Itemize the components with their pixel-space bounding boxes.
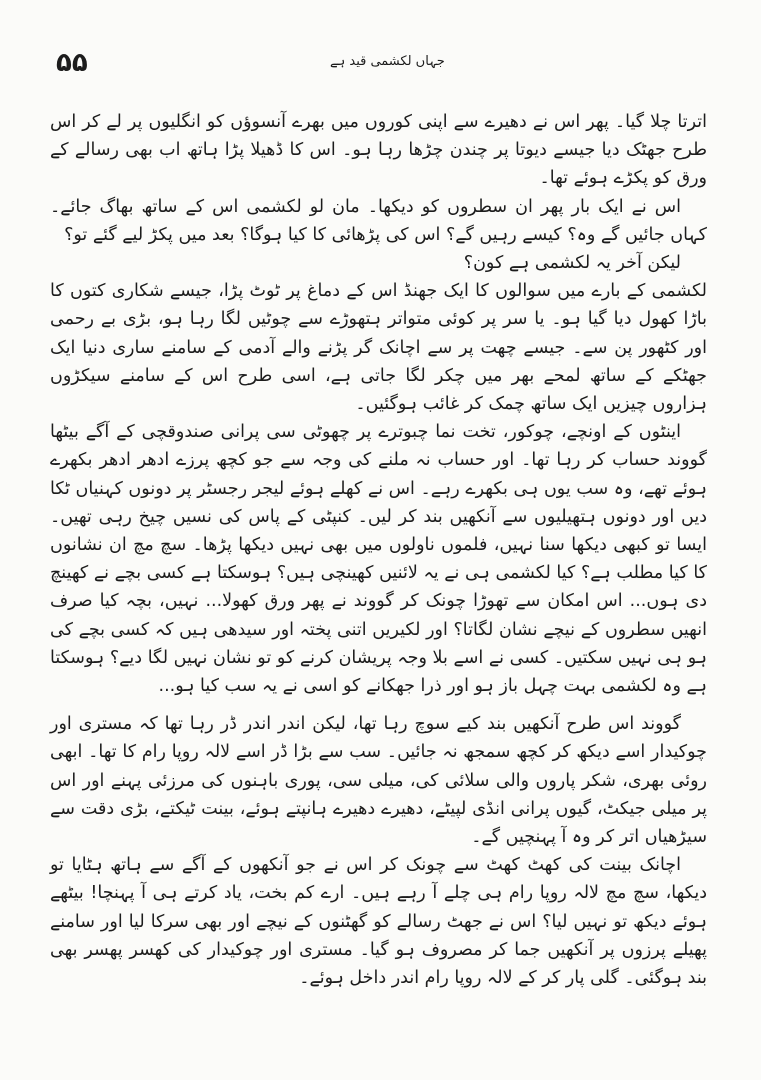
paragraph: اترتا چلا گیا۔ پھر اس نے دھیرے سے اپنی کوروں میں بھرے آنسوؤں کو انگلیوں پر لے کر اس طرح جھٹک دیا جیسے دیوتا پر چندن چڑھا رہا ہو۔ اس کا ڈھیلا پڑا ہاتھ اب بھی رسالے کے ورق کو پکڑے ہوئے تھا۔ [50,112,707,189]
paragraph: گووند اس طرح آنکھیں بند کیے سوچ رہا تھا، لیکن اندر اندر ڈر رہا تھا کہ مستری اور چوکیدار اسے دیکھ کر کچھ سمجھ نہ جائیں۔ سب سے بڑا ڈر اسے لالہ روپا رام کا تھا۔ ابھی روئی بھری، شکر پاروں والی سلائی کی، میلی سی، پوری باہنوں کی مرزئی پہنے اور اس پر میلی جیکٹ، گیوں پرانی انڈی لپیٹے، دھیرے دھیرے ہانپتے ہوئے، بینت ٹیکتے، بڑی دقت سے سیڑھیاں اتر کر وہ آ پہنچیں گے۔ [50,714,707,848]
page-header [50,44,707,84]
paragraph: لیکن آخر یہ لکشمی ہے کون؟ [463,253,681,274]
paragraph: لکشمی کے بارے میں سوالوں کا ایک جھنڈ اس کے دماغ پر ٹوٹ پڑا، جیسے شکاری کتوں کا باڑا کھول دیا گیا ہو۔ یا سر پر کوئی متواتر ہتھوڑے سے چوٹیں لگا رہا ہو، بڑی بے رحمی اور کٹھور پن سے۔ جیسے چھت پر سے اچانک گر پڑنے والے آدمی کے سامنے ساری دنیا ایک جھٹکے کے ساتھ لمحے بھر میں چکر لگا جاتی ہے، اسی طرح اس کے سامنے سیکڑوں ہزاروں چیزیں ایک ساتھ چمک کر غائب ہوگئیں۔ [50,281,707,415]
paragraph: اینٹوں کے اونچے، چوکور، تخت نما چبوترے پر چھوٹی سی پرانی صندوقچی کے آگے بیٹھا گووند حساب کر رہا تھا۔ اور حساب نہ ملنے کی وجہ سے جو کچھ پرزے ادھر ادھر بکھرے ہوئے تھے، وہ سب یوں ہی بکھرے رہے۔ اس نے کھلے ہوئے لیجر رجسٹر پر دونوں کہنیاں ٹکا دیں اور دونوں ہتھیلیوں سے آنکھیں بند کر لیں۔ کنپٹی کے پاس کی نسیں چیخ رہی تھیں۔ ایسا تو کبھی دیکھا سنا نہیں، فلموں ناولوں میں بھی نہیں دیکھا پڑھا۔ سچ مچ ان نشانوں کا کیا مطلب ہے؟ کیا لکشمی ہی نے یہ لائنیں کھینچی ہیں؟ ہوسکتا ہے کسی بچے نے کھینچ دی ہوں... اس امکان سے تھوڑا چونک کر گووند نے پھر ورق کھولا... نہیں، بچہ کیا صرف انھیں سطروں کے نیچے نشان لگاتا؟ اور لکیریں اتنی پختہ اور سیدھی ہیں کہ کسی بچے کی ہو ہی نہیں سکتیں۔ کسی نے اسے بلا وجہ پریشان کرنے کو تو نشان نہیں لگا دیے؟ ہوسکتا ہے وہ لکشمی بہت چہل باز ہو اور ذرا جھکانے کو اسی نے یہ سب کیا ہو... [50,422,707,697]
running-title: جہاں لکشمی قید ہے [330,54,445,69]
paragraph: اچانک بینت کی کھٹ کھٹ سے چونک کر اس نے جو آنکھوں کے آگے سے ہاتھ ہٹایا تو دیکھا، سچ مچ لالہ روپا رام ہی چلے آ رہے ہیں۔ ارے کم بخت، یاد کرتے ہی آ پہنچا! بیٹھے ہوئے دیکھ تو نہیں لیا؟ اس نے جھٹ رسالے کو گھٹنوں کے نیچے اور بھی سرکا لیا اور سامنے پھیلے پرزوں پر آنکھیں جما کر مصروف ہو گیا۔ مستری اور چوکیدار کی کھسر پھسر بھی بند ہوگئی۔ گلی پار کر کے لالہ روپا رام اندر داخل ہوئے۔ [50,855,707,989]
page-number: ۵۵ [56,48,88,78]
body-text [50,108,707,992]
paragraph: اس نے ایک بار پھر ان سطروں کو دیکھا۔ مان لو لکشمی اس کے ساتھ بھاگ جائے۔ کہاں جائیں گے وہ؟ کیسے رہیں گے؟ اس کی پڑھائی کا کیا ہوگا؟ بعد میں پکڑ لیے گئے تو؟ [50,196,707,245]
